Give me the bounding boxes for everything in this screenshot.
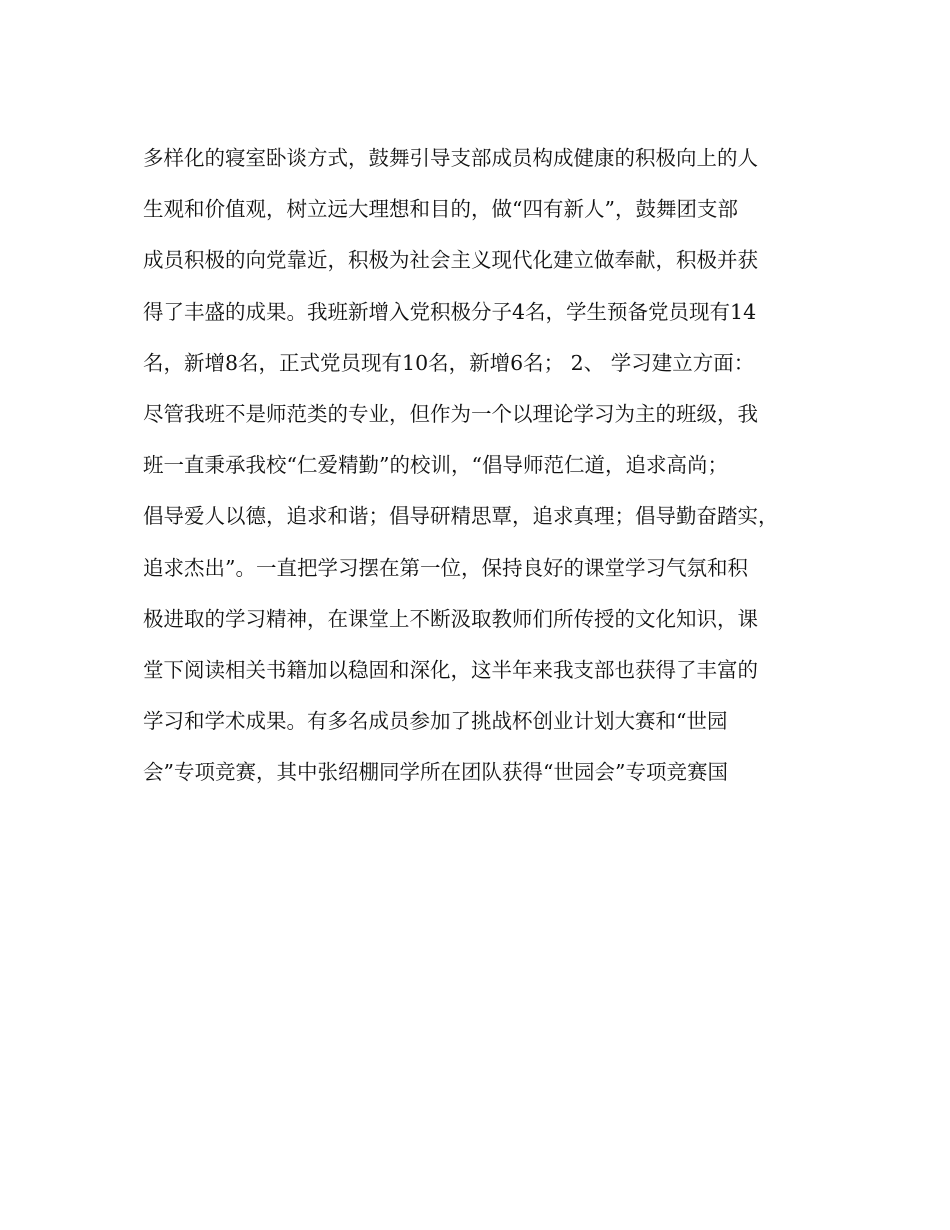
text-line: 学习和学术成果。有多名成员参加了挑战杯创业计划大赛和“世园 [143,709,728,734]
text-line: 会”专项竞赛，其中张绍棚同学所在团队获得“世园会”专项竞赛国 [143,760,728,785]
text-line: 名，新增8名，正式党员现有10名，新增6名； 2、 学习建立方面： [143,350,755,375]
body-text [143,138,823,803]
text-line: 堂下阅读相关书籍加以稳固和深化，这半年来我支部也获得了丰富的 [143,657,758,682]
text-line: 极进取的学习精神，在课堂上不断汲取教师们所传授的文化知识，课 [143,606,758,631]
text-line: 尽管我班不是师范类的专业，但作为一个以理论学习为主的班级，我 [143,401,758,426]
text-line: 班一直秉承我校“仁爱精勤”的校训，“倡导师范仁道，追求高尚； [143,453,728,478]
text-line: 多样化的寝室卧谈方式，鼓舞引导支部成员构成健康的积极向上的人 [143,146,758,170]
text-line: 追求杰出”。一直把学习摆在第一位，保持良好的课堂学习气氛和积 [143,555,748,580]
text-line: 得了丰盛的成果。我班新增入党积极分子4名，学生预备党员现有14 [143,299,757,324]
text-line: 成员积极的向党靠近，积极为社会主义现代化建立做奉献，积极并获 [143,248,758,273]
text-line: 生观和价值观，树立远大理想和目的，做“四有新人”，鼓舞团支部 [143,197,738,222]
text-line: 倡导爱人以德，追求和谐；倡导研精思覃，追求真理；倡导勤奋踏实， [143,504,779,529]
